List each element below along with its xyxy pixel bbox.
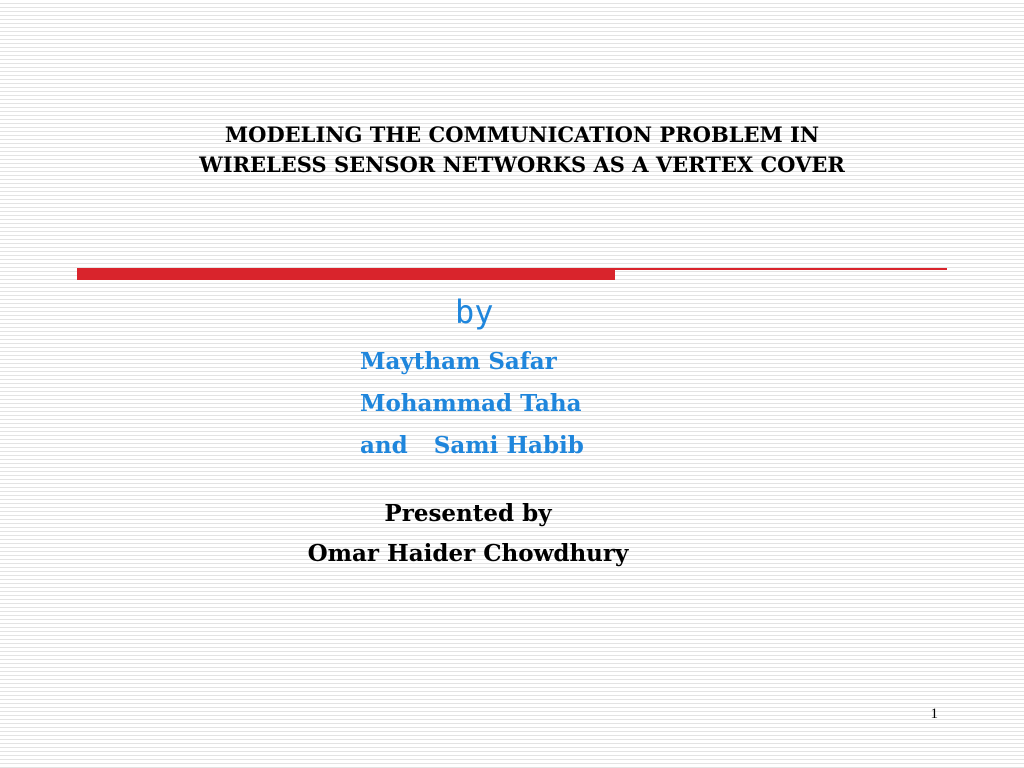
author-3: Sami Habib (433, 432, 584, 459)
presented-by-label: Presented by (384, 500, 552, 527)
title-line-1: MODELING THE COMMUNICATION PROBLEM IN (224, 122, 820, 147)
author-3-prefix: and (360, 432, 408, 459)
page-number: 1 (930, 706, 938, 722)
title-underline-thin (615, 268, 947, 270)
presenter-name: Omar Haider Chowdhury (307, 540, 629, 567)
by-label: by (455, 293, 494, 331)
author-2: Mohammad Taha (360, 390, 582, 417)
title-line-2: WIRELESS SENSOR NETWORKS AS A VERTEX COVER (199, 152, 845, 177)
author-1: Maytham Safar (360, 348, 557, 375)
author-3-line (360, 425, 584, 467)
author-list (360, 341, 584, 467)
slide-title (120, 120, 924, 180)
title-underline-thick (77, 268, 615, 280)
presenter-block (200, 494, 736, 574)
